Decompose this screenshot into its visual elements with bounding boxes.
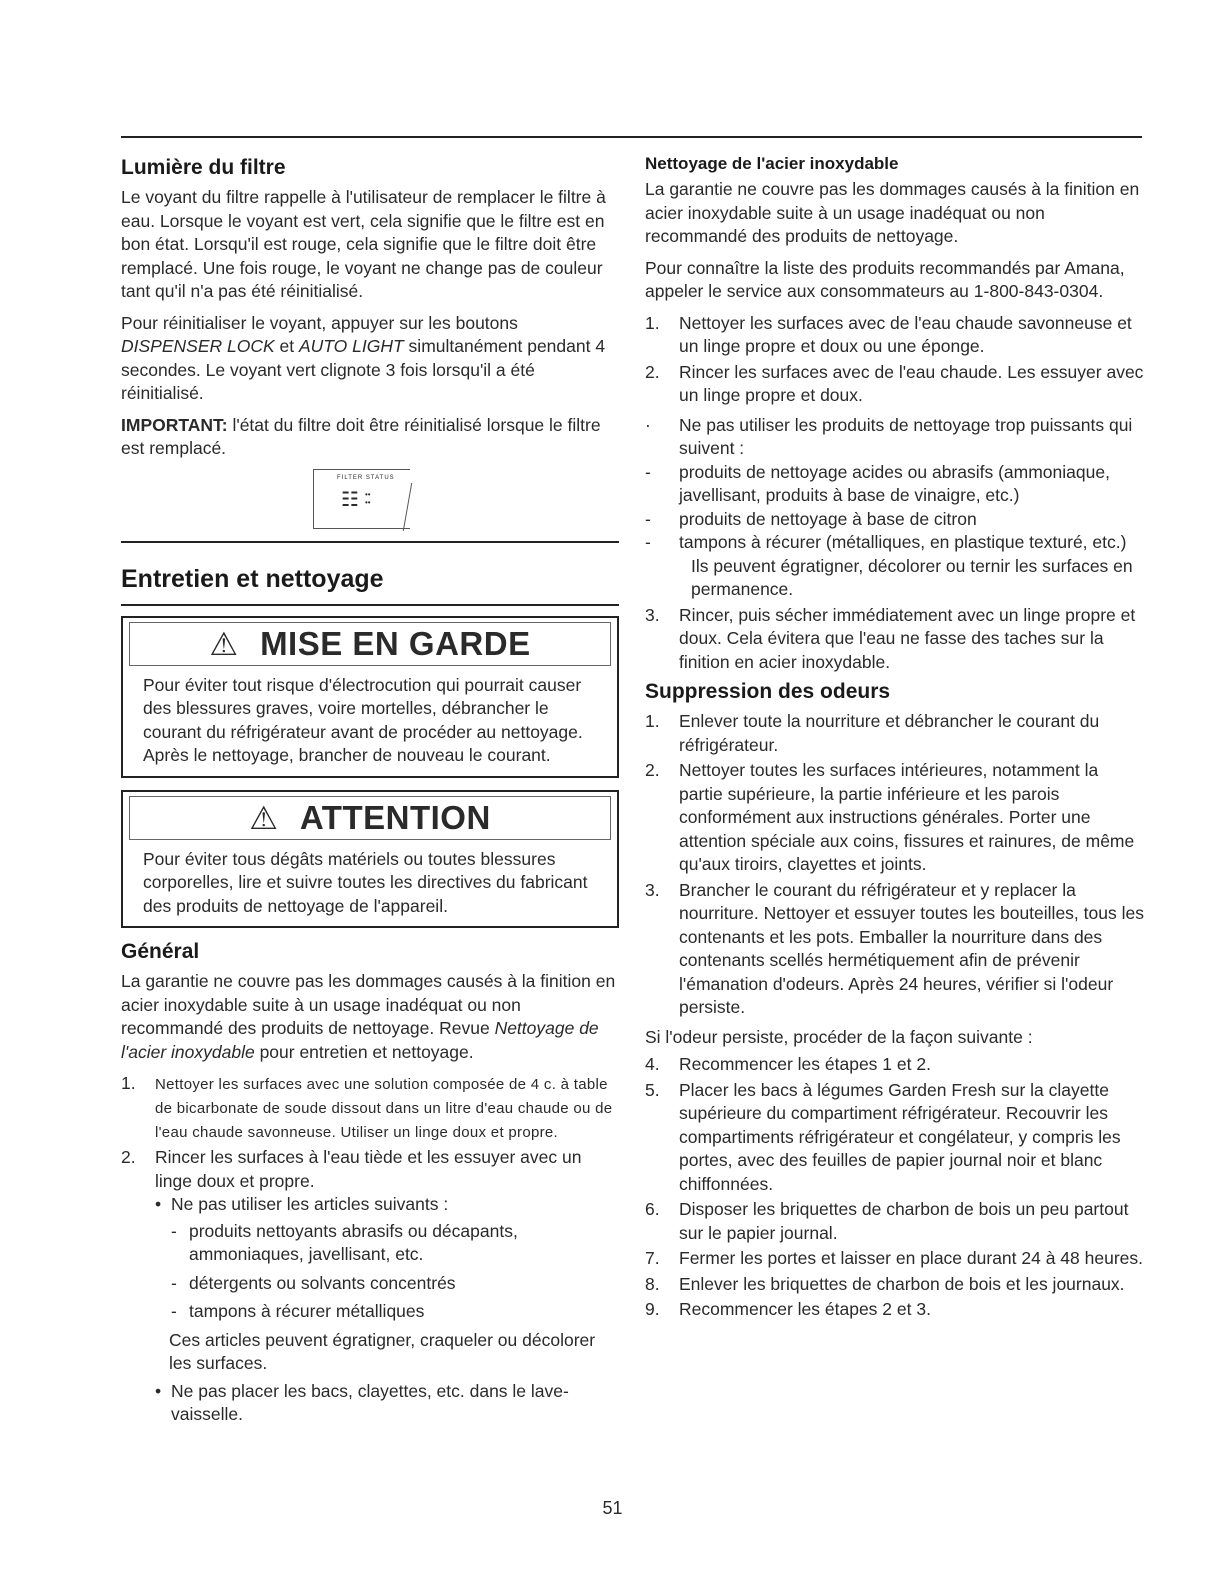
bullet-item (155, 1193, 619, 1217)
filter-status-figure (311, 469, 421, 531)
dash-mark: - (645, 508, 651, 529)
step-text: Disposer les briquettes de charbon de bois un peu partout sur le papier journal. (679, 1199, 1129, 1243)
list-text: Ne pas utiliser les produits de nettoyage trop puissants qui suivent : (679, 414, 1133, 458)
attention-title: ATTENTION (299, 798, 491, 836)
bullet-text: Ne pas utiliser les articles suivants : (171, 1194, 449, 1214)
dash-text: détergents ou solvants concentrés (189, 1272, 456, 1293)
filter-light-p2 (121, 312, 619, 406)
step-text: Rincer les surfaces à l'eau tiède et les essuyer avec un linge doux et propre. (155, 1147, 582, 1191)
step-number: 8. (645, 1273, 660, 1294)
warning-triangle-icon: ⚠ (249, 799, 278, 836)
section-rule (121, 541, 619, 543)
list-item (645, 414, 1145, 461)
step-text: Rincer les surfaces avec de l'eau chaude. Les essuyer avec un linge propre et doux. (679, 361, 1144, 405)
list-item (645, 879, 1145, 1020)
step-number: 7. (645, 1248, 660, 1268)
steel-steps-cont (645, 604, 1145, 675)
list-item (645, 361, 1145, 408)
attention-text: Pour éviter tous dégâts matériels ou toutes blessures corporelles, lire et suivre toutes les directives du fabricant des produits de nettoyage de l'appareil. (143, 848, 588, 916)
steel-note: Ils peuvent égratigner, décolorer ou ternir les surfaces en permanence. (691, 555, 1133, 599)
list-item (645, 1198, 1145, 1245)
caution-title: MISE EN GARDE (260, 624, 531, 662)
important-text: l'état du filtre doit être réinitialisé lorsque le filtre est remplacé. (121, 414, 601, 458)
step-number: 1. (645, 312, 660, 333)
general-steps (121, 1072, 619, 1427)
list-item (645, 508, 1145, 532)
steel-avoid-list (645, 414, 1145, 555)
general-intro-link-ref: Nettoyage de l'acier inoxydable (121, 1018, 599, 1062)
water-filter-icon: ☷ (341, 488, 359, 511)
list-item (645, 1247, 1145, 1271)
steel-heading: Nettoyage de l'acier inoxydable (645, 154, 899, 173)
odor-heading: Suppression des odeurs (645, 680, 891, 703)
odor-steps-cont (645, 1053, 1145, 1322)
important-label: IMPORTANT: (121, 414, 228, 435)
dash-item (171, 1220, 619, 1267)
steel-steps (645, 312, 1145, 408)
steel-p2: Pour connaître la liste des produits recommandés par Amana, appeler le service aux consommateurs au 1-800-843-0304. (645, 257, 1125, 301)
step-number: 2. (645, 361, 660, 382)
caution-text: Pour éviter tout risque d'électrocution qui pourrait causer des blessures graves, voire mortelles, débrancher le courant du réfrigérateur avant de procéder au nettoyage. Après le nettoyage, brancher de nouveau le courant. (143, 674, 583, 765)
general-intro-a: La garantie ne couvre pas les dommages causés à la finition en acier inoxydable suite à un usage inadéquat ou non recommandé des produits de nettoyage. Revue (121, 971, 616, 1038)
step-text: Nettoyer toutes les surfaces intérieures, notamment la partie supérieure, la partie inférieure et les parois conformément aux instructions générales. Porter une attention spéciale aux coins, fissures et rainures, de même qu'aux tiroirs, clayettes et joints. (679, 760, 1135, 874)
step-text: Nettoyer les surfaces avec une solution composée de 4 c. à table de bicarbonate de soude dissout dans un litre d'eau chaude ou de l'eau chaude savonneuse. Utiliser un linge doux et propre. (155, 1076, 613, 1141)
step-number: 6. (645, 1199, 660, 1219)
list-text: produits de nettoyage acides ou abrasifs (ammoniaque, javellisant, produits à base de vinaigre, etc.) (679, 461, 1110, 505)
dash-mark: - (171, 1301, 177, 1321)
list-item (645, 710, 1145, 757)
list-item (645, 604, 1145, 675)
auto-light-label: AUTO LIGHT (298, 336, 404, 356)
dash-item (171, 1272, 619, 1296)
step-number: 1. (645, 711, 660, 731)
bullet-text: Ne pas placer les bacs, clayettes, etc. dans le lave-vaisselle. (171, 1380, 569, 1424)
list-text: tampons à récurer (métalliques, en plastique texturé, etc.) (679, 532, 1127, 552)
step-number: 9. (645, 1299, 660, 1319)
step-text: Nettoyer les surfaces avec de l'eau chaude savonneuse et un linge propre et doux ou une éponge. (679, 312, 1132, 356)
list-item (645, 531, 1145, 555)
dash-text: tampons à récurer métalliques (189, 1301, 425, 1321)
step-text: Fermer les portes et laisser en place durant 24 à 48 heures. (679, 1248, 1143, 1268)
warning-triangle-icon: ⚠ (209, 625, 239, 662)
step-text: Enlever toute la nourriture et débrancher le courant du réfrigérateur. (679, 711, 1100, 755)
step-number: 2. (645, 760, 660, 780)
caution-box (121, 616, 619, 778)
dash-mark: - (171, 1272, 177, 1293)
step-number: 1. (121, 1073, 136, 1093)
list-item (645, 461, 1145, 508)
general-intro (121, 970, 619, 1064)
step-text: Recommencer les étapes 1 et 2. (679, 1054, 931, 1074)
dash-mark: - (171, 1220, 177, 1241)
attention-header (129, 796, 611, 840)
step-number: 5. (645, 1079, 660, 1100)
dash-mark: - (645, 532, 651, 552)
figure-label: FILTER STATUS (337, 474, 395, 481)
step-text: Recommencer les étapes 2 et 3. (679, 1299, 931, 1319)
odor-persist-note: Si l'odeur persiste, procéder de la façon suivante : (645, 1026, 1033, 1047)
list-item (645, 1298, 1145, 1322)
important-note (121, 414, 619, 461)
list-item (645, 759, 1145, 877)
list-text: produits de nettoyage à base de citron (679, 508, 977, 529)
step-text: Placer les bacs à légumes Garden Fresh sur la clayette supérieure du compartiment réfrigérateur. Recouvrir les compartiments réfrigérateur et congélateur, y compris les portes, avec des feuilles de papier journal noir et blanc chiffonnées. (679, 1079, 1121, 1194)
page-number: 51 (602, 1498, 623, 1518)
articles-note: Ces articles peuvent égratigner, craqueler ou décolorer les surfaces. (169, 1329, 596, 1373)
left-column (121, 150, 619, 1433)
list-item (645, 1273, 1145, 1297)
step-number: 3. (645, 604, 660, 625)
bullet-mark: • (155, 1194, 162, 1214)
list-item (121, 1072, 619, 1144)
step-number: 3. (645, 879, 660, 900)
right-column (645, 150, 1145, 1328)
attention-box (121, 790, 619, 929)
filter-light-p1: Le voyant du filtre rappelle à l'utilisateur de remplacer le filtre à eau. Lorsque le voyant est vert, cela signifie que le filtre est en bon état. Lorsqu'il est rouge, cela signifie que le filtre doit être remplacé. Une fois rouge, le voyant ne change pas de couleur tant qu'il n'a pas été réinitialisé. (121, 187, 606, 301)
p2-text-a: Pour réinitialiser le voyant, appuyer sur les boutons (121, 312, 518, 333)
dash-item (171, 1300, 619, 1324)
list-item (121, 1146, 619, 1427)
step-text: Brancher le courant du réfrigérateur et y replacer la nourriture. Nettoyer et essuyer toutes les bouteilles, tous les contenants et les pots. Emballer la nourriture dans des contenants scellés hermétiquement afin de prévenir l'émanation d'odeurs. Après 24 heures, vérifier si l'odeur persiste. (679, 879, 1144, 1017)
caution-header (129, 622, 611, 666)
list-item (645, 1053, 1145, 1077)
list-item (645, 312, 1145, 359)
step-number: 4. (645, 1054, 660, 1074)
filter-light-heading: Lumière du filtre (121, 156, 286, 179)
p2-text-e: simultanément pendant 4 secondes. Le voyant vert clignote 3 fois lorsqu'il a été réinitialisé. (121, 336, 606, 403)
top-rule (121, 136, 1142, 138)
bullet-item (155, 1380, 619, 1427)
p2-text-c: et (274, 336, 299, 356)
general-intro-c: pour entretien et nettoyage. (254, 1041, 474, 1062)
step-text: Rincer, puis sécher immédiatement avec un linge propre et doux. Cela évitera que l'eau ne fasse des taches sur la finition en acier inoxydable. (679, 604, 1136, 672)
steel-p1: La garantie ne couvre pas les dommages causés à la finition en acier inoxydable suite à un usage inadéquat ou non recommandé des produits de nettoyage. (645, 179, 1140, 246)
dispenser-lock-label: DISPENSER LOCK (121, 336, 275, 356)
step-text: Enlever les briquettes de charbon de bois et les journaux. (679, 1273, 1125, 1294)
odor-steps (645, 710, 1145, 1020)
general-heading: Général (121, 940, 200, 963)
indicator-dots-icon: •• •• (365, 489, 371, 507)
dot-mark: · (645, 414, 651, 435)
step-number: 2. (121, 1147, 136, 1167)
dash-text: produits nettoyants abrasifs ou décapants, ammoniaques, javellisant, etc. (189, 1220, 518, 1264)
care-heading-rule (121, 604, 619, 606)
dash-mark: - (645, 461, 651, 482)
bullet-mark: • (155, 1380, 162, 1401)
list-item (645, 1079, 1145, 1197)
care-heading: Entretien et nettoyage (121, 564, 384, 593)
